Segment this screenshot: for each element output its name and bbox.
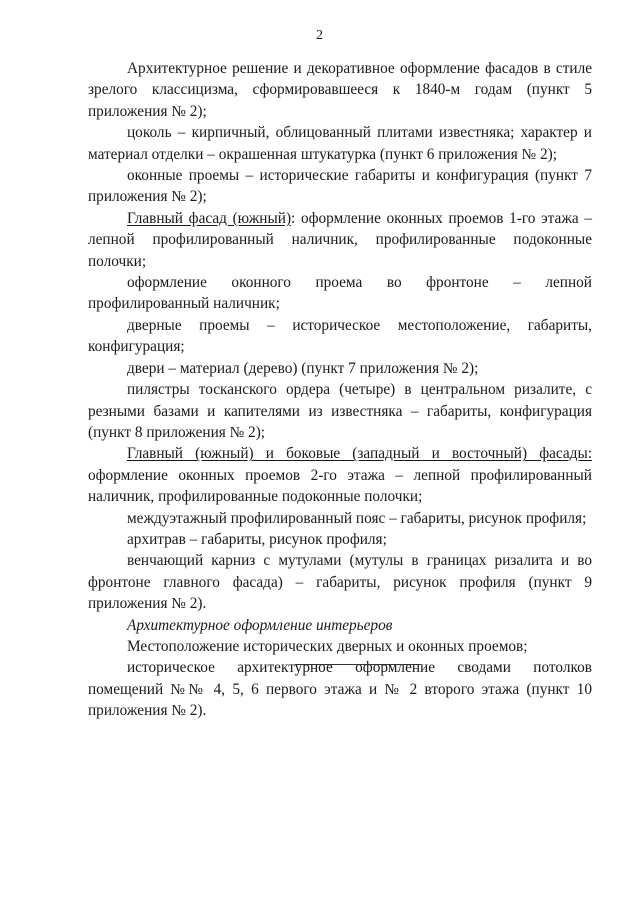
- paragraph-facades-second-floor: [88, 443, 592, 507]
- page-number: 2: [316, 28, 323, 43]
- document-body: [88, 58, 592, 722]
- main-facade-text: : оформление оконных проемов 1-го этажа – лепной профилированный наличник, профилированные подоконные полочки;: [88, 209, 592, 270]
- paragraph-pilasters: пилястры тосканского ордера (четыре) в центральном ризалите, с резными базами и капителями из известняка – габариты, конфигурация (пункт 8 приложения № 2);: [88, 381, 592, 441]
- end-divider-line: [295, 664, 421, 665]
- paragraph-main-facade: [88, 208, 592, 272]
- facades-text: оформление оконных проемов 2-го этажа – лепной профилированный наличник, профилированные подоконные полочки;: [88, 466, 592, 506]
- paragraph-doors: двери – материал (дерево) (пункт 7 приложения № 2);: [127, 359, 479, 377]
- paragraph-pediment-window: оформление оконного проема во фронтоне – лепной профилированный наличник;: [88, 274, 592, 313]
- section-heading-interiors: Архитектурное оформление интерьеров: [127, 616, 393, 634]
- paragraph-plinth: цоколь – кирпичный, облицованный плитами известняка; характер и материал отделки – окрашенная штукатурка (пункт 6 приложения № 2);: [88, 124, 592, 163]
- main-facade-heading: Главный фасад (южный): [127, 209, 292, 227]
- paragraph-window-openings: оконные проемы – исторические габариты и конфигурация (пункт 7 приложения № 2);: [88, 167, 592, 206]
- facades-heading: Главный (южный) и боковые (западный и восточный) фасады:: [127, 445, 592, 463]
- paragraph-architrave: архитрав – габариты, рисунок профиля;: [127, 530, 387, 548]
- paragraph-architectural-solution: Архитектурное решение и декоративное оформление фасадов в стиле зрелого классицизма, сформировавшееся к 1840-м годам (пункт 5 приложения № 2);: [88, 60, 592, 120]
- paragraph-belt-course: междуэтажный профилированный пояс – габариты, рисунок профиля;: [127, 509, 587, 527]
- paragraph-interior-openings: Местоположение исторических дверных и оконных проемов;: [127, 637, 528, 655]
- paragraph-cornice: венчающий карниз с мутулами (мутулы в границах ризалита и во фронтоне главного фасада) – габариты, рисунок профиля (пункт 9 приложения № 2).: [88, 552, 592, 613]
- paragraph-door-openings: дверные проемы – историческое местоположение, габариты, конфигурация;: [88, 316, 592, 356]
- paragraph-ceiling-vaults: историческое архитектурное оформление сводами потолков помещений №№ 4, 5, 6 первого этажа и № 2 второго этажа (пункт 10 приложения № 2).: [88, 659, 592, 720]
